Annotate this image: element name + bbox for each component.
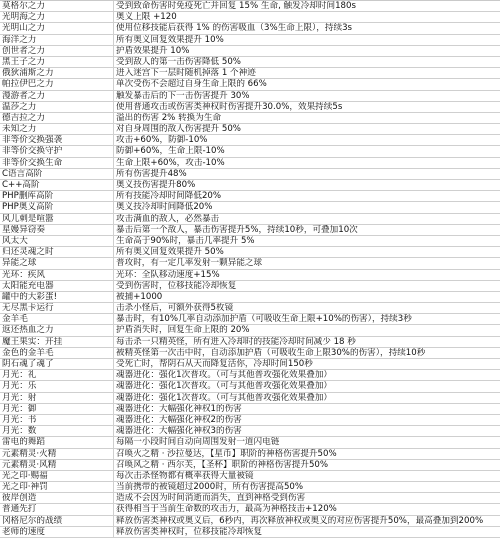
skill-name-cell[interactable]: 罐中的大彩蛋! xyxy=(0,292,114,302)
table-row xyxy=(0,504,500,515)
skill-effect-cell[interactable]: 魂器进化：大幅强化神权3的伤害 xyxy=(116,426,242,437)
skill-effect-cell[interactable]: 释放伤害类神权时，位移技能冷却恢复 xyxy=(116,526,263,537)
table-row xyxy=(0,68,500,79)
table-row xyxy=(0,370,500,381)
skill-effect-cell[interactable]: 护盾效果提升 10% xyxy=(116,45,190,56)
skill-effect-cell[interactable]: 每隔一小段时间自动向周围发射一道闪电链 xyxy=(116,437,280,448)
table-row xyxy=(0,23,500,34)
table-row xyxy=(0,202,500,213)
skill-effect-cell[interactable]: 光环：全队移动速度+15% xyxy=(116,269,220,280)
skill-name-cell[interactable]: 海洋之力 xyxy=(0,35,114,45)
skill-name-cell[interactable]: 莫格尔之力 xyxy=(0,1,114,11)
skill-effect-cell[interactable]: 所有奥义回复效果提升 10% xyxy=(116,34,224,45)
skill-effect-cell[interactable]: 获得相当于当前生命数的攻击力，最高为神格技击+120% xyxy=(116,504,337,515)
table-row xyxy=(0,236,500,247)
table-row xyxy=(0,180,500,191)
skill-name-cell[interactable]: 俄狄浦斯之力 xyxy=(0,68,114,78)
table-row xyxy=(0,437,500,448)
table-row xyxy=(0,12,500,23)
skill-name-cell[interactable]: 普通先打 xyxy=(0,504,114,514)
skill-name-cell[interactable]: 返还热血之力 xyxy=(0,325,114,335)
table-row xyxy=(0,191,500,202)
skill-name-cell[interactable]: 月光：御 xyxy=(0,404,114,414)
skill-name-cell[interactable]: 金色的金羊毛 xyxy=(0,348,114,358)
table-row xyxy=(0,46,500,57)
skill-name-cell[interactable]: C语言高阶 xyxy=(0,169,114,179)
table-row xyxy=(0,35,500,46)
skill-name-cell[interactable]: 德吉拉之力 xyxy=(0,113,114,123)
table-row xyxy=(0,415,500,426)
skill-name-cell[interactable]: 非等价交换强袭 xyxy=(0,135,114,145)
skill-effect-cell[interactable]: 被捕+1000 xyxy=(116,291,163,302)
skill-name-cell[interactable]: 非等价交换生命 xyxy=(0,158,114,168)
skill-effect-cell[interactable]: 每次击杀怪物都有概率获得大量被镜 xyxy=(116,470,254,481)
skill-effect-cell[interactable]: 当前携带的被镜超过2000时，所有伤害提高50% xyxy=(116,482,304,493)
skill-effect-cell[interactable]: 所有技能冷却时间降低20% xyxy=(116,191,222,202)
skill-effect-cell[interactable]: 溢出的伤害 2% 转换为生命 xyxy=(116,112,222,123)
skill-name-cell[interactable]: 漫游者之力 xyxy=(0,91,114,101)
skill-effect-cell[interactable]: 受到伤害时，位移技能冷却恢复 xyxy=(116,280,237,291)
skill-name-cell[interactable]: 太阳能充电器 xyxy=(0,281,114,291)
table-row xyxy=(0,79,500,90)
table-row xyxy=(0,471,500,482)
skill-name-cell[interactable]: 星嫚异窃奏 xyxy=(0,225,114,235)
skill-name-cell[interactable]: 元素精灵·火精 xyxy=(0,449,114,459)
skill-name-cell[interactable]: 魔王果实：开挂 xyxy=(0,337,114,347)
table-row xyxy=(0,325,500,336)
skill-effect-cell[interactable]: 魂器进化：大幅强化神权2的伤害 xyxy=(116,414,242,425)
skill-name-cell[interactable]: PHP奥义高阶 xyxy=(0,202,114,212)
skill-effect-cell[interactable]: 奥义技伤害提升80% xyxy=(116,180,196,190)
skill-name-cell[interactable]: 元素精灵·风精 xyxy=(0,460,114,470)
skill-effect-cell[interactable]: 对自身周围的敌人伤害提升 50% xyxy=(116,124,241,135)
skill-effect-cell[interactable]: 击杀小怪后，可额外获得5枚镜 xyxy=(116,303,234,314)
table-row xyxy=(0,169,500,180)
skill-name-cell[interactable]: 光明山之力 xyxy=(0,23,114,33)
table-row xyxy=(0,258,500,269)
table-row xyxy=(0,158,500,169)
table-row xyxy=(0,482,500,493)
table-row xyxy=(0,337,500,348)
skill-effect-cell[interactable]: 造成不会因为时间消逝而消失，直到神格受到伤害 xyxy=(116,493,306,504)
skill-effect-cell[interactable]: 暴击后第一个敌人，暴击伤害提升5%，持续10秒，可叠加10次 xyxy=(116,224,358,235)
skill-name-cell[interactable]: 帕拉伊巴之力 xyxy=(0,79,114,89)
skill-name-cell[interactable]: PHP删库高阶 xyxy=(0,191,114,201)
skill-effect-cell[interactable]: 魂器进化：大幅强化神权1的伤害 xyxy=(116,403,242,414)
skill-name-cell[interactable]: 月光：礼 xyxy=(0,370,114,380)
skill-name-cell[interactable]: 归还灵魂之时 xyxy=(0,247,114,257)
skill-effect-cell[interactable]: 生命高于90%时，暴击几率提升 5% xyxy=(116,235,255,246)
skill-name-cell[interactable]: 月光：乐 xyxy=(0,381,114,391)
skill-effect-cell[interactable]: 受到致命伤害时免疫死亡并回复 15% 生命, 触发冷却时间180s xyxy=(116,1,356,11)
table-row xyxy=(0,527,500,538)
skill-effect-cell[interactable]: 魂器进化：强化1次普攻。（可与其他普攻强化效果叠加） xyxy=(116,392,333,403)
table-row xyxy=(0,348,500,359)
skill-name-cell[interactable]: 温莎之力 xyxy=(0,102,114,112)
skill-name-cell[interactable]: 冈格尼尔的战绩 xyxy=(0,516,114,526)
table-row xyxy=(0,449,500,460)
table-row xyxy=(0,270,500,281)
table-row xyxy=(0,1,500,12)
skill-effect-cell[interactable]: 受到敌人的第一击伤害降低 50% xyxy=(116,56,241,67)
skill-effect-cell[interactable]: 魂器进化：强化1次普攻。（可与其他普攻强化效果叠加） xyxy=(116,370,333,381)
skill-effect-cell[interactable]: 生命上限+60%，攻击-10% xyxy=(116,157,225,168)
skill-name-cell[interactable]: 阴石魂了魂了 xyxy=(0,359,114,369)
table-row xyxy=(0,404,500,415)
skill-effect-cell[interactable]: 使用普通攻击或伤害类神权时伤害提升30.0%，效果持续5s xyxy=(116,101,343,112)
skill-effect-cell[interactable]: 使用位移技能后获得 1% 的伤害吸血（3%生命上限），持续3s xyxy=(116,23,353,34)
table-row xyxy=(0,113,500,124)
table-row xyxy=(0,247,500,258)
table-row xyxy=(0,426,500,437)
skill-name-cell[interactable]: 光环：疾风 xyxy=(0,270,114,280)
skill-name-cell[interactable]: 风太大 xyxy=(0,236,114,246)
skill-effect-cell[interactable]: 所有奥义回复效果提升 50% xyxy=(116,247,224,258)
skill-effect-cell[interactable]: 魂器进化：强化1次普攻。（可与其他普攻强化效果叠加） xyxy=(116,381,333,392)
table-row xyxy=(0,135,500,146)
skill-name-cell[interactable]: 月光：数 xyxy=(0,426,114,436)
skill-name-cell[interactable]: 老师的速度 xyxy=(0,527,114,537)
table-row xyxy=(0,214,500,225)
table-row xyxy=(0,91,500,102)
table-row xyxy=(0,314,500,325)
table-row xyxy=(0,281,500,292)
skill-name-cell[interactable]: 光之印·神罚 xyxy=(0,482,114,492)
skill-name-cell[interactable]: 异能之球 xyxy=(0,258,114,268)
skill-name-cell[interactable]: 月光：书 xyxy=(0,415,114,425)
table-row xyxy=(0,146,500,157)
skill-effect-cell[interactable]: 奥义技冷却时间降低20% xyxy=(116,202,213,213)
table-row xyxy=(0,516,500,527)
table-row xyxy=(0,460,500,471)
table-row xyxy=(0,124,500,135)
table-row xyxy=(0,381,500,392)
skill-name-cell[interactable]: 风儿刺是喧嚣 xyxy=(0,214,114,224)
table-row xyxy=(0,292,500,303)
skill-effect-cell[interactable]: 护盾消失时，回复生命上限的 20% xyxy=(116,325,250,336)
skill-name-cell[interactable]: 光之印·赐福 xyxy=(0,471,114,481)
skill-effect-cell[interactable]: 触发暴击后的下一击伤害提升 30% xyxy=(116,90,250,101)
skill-name-cell[interactable]: 未知之力 xyxy=(0,124,114,134)
skill-effect-cell[interactable]: 单次受伤不会超过自身生命上限的 66% xyxy=(116,79,267,90)
table-row xyxy=(0,57,500,68)
skill-effect-cell[interactable]: 每击杀一只精英怪，所有进入冷却时的技能冷却时间减少 18 秒 xyxy=(116,336,356,347)
table-row xyxy=(0,359,500,370)
skill-name-cell[interactable]: 创世者之力 xyxy=(0,46,114,56)
skill-effect-cell[interactable]: 普攻时，有一定几率发射一颗异能之球 xyxy=(116,258,263,269)
skill-name-cell[interactable]: 金羊毛 xyxy=(0,314,114,324)
skill-name-cell[interactable]: 黑王子之力 xyxy=(0,57,114,67)
skill-name-cell[interactable]: 彼岸创造 xyxy=(0,493,114,503)
table-row xyxy=(0,225,500,236)
skill-effect-cell[interactable]: 防御+60%，生命上限-10% xyxy=(116,146,225,157)
skill-effect-cell[interactable]: 受死亡时，帮阴石从天而降复活你，冷却时间150秒 xyxy=(116,359,313,369)
skill-name-cell[interactable]: 雷电的舞蹈 xyxy=(0,437,114,447)
skill-effect-cell[interactable]: 召唤火之精 · 沙拉曼达，【星币】职阶的神格伤害提升50% xyxy=(116,448,337,459)
skill-effect-cell[interactable]: 所有伤害提升48% xyxy=(116,168,187,179)
skill-name-cell[interactable]: 光明海之力 xyxy=(0,12,114,22)
skill-effect-cell[interactable]: 攻击+60%，防御-10% xyxy=(116,135,208,146)
table-row xyxy=(0,303,500,314)
skill-name-cell[interactable]: 非等价交换守护 xyxy=(0,146,114,156)
skill-effect-cell[interactable]: 释放伤害类神权或奥义后，6秒内，再次释放神权或奥义的对应伤害提升50%，最高叠加到200% xyxy=(116,515,484,526)
skill-name-cell[interactable]: C++高阶 xyxy=(0,180,114,190)
table-row xyxy=(0,393,500,404)
skill-name-cell[interactable]: 无尽黑卡运行 xyxy=(0,303,114,313)
table-row xyxy=(0,102,500,113)
skill-effect-cell[interactable]: 被精英怪第一次击中时，自动添加护盾（可吸收生命上限30%的伤害），持续10秒 xyxy=(116,347,426,358)
skill-effect-cell[interactable]: 召唤风之精 · 西尔芙，【圣杯】职阶的神格伤害提升50% xyxy=(116,459,329,470)
skill-effect-cell[interactable]: 攻击满血的敌人，必然暴击 xyxy=(116,213,220,224)
skill-name-cell[interactable]: 月光：射 xyxy=(0,393,114,403)
skill-effect-cell[interactable]: 进入迷宫下一层时随机掉落 1 个神迹 xyxy=(116,68,256,79)
table-row xyxy=(0,493,500,504)
skill-effect-cell[interactable]: 暴击时，有10%几率自动添加护盾（可吸收生命上限+10%的伤害），持续3秒 xyxy=(116,314,412,325)
skill-effect-cell[interactable]: 奥义上限 +120 xyxy=(116,12,177,23)
